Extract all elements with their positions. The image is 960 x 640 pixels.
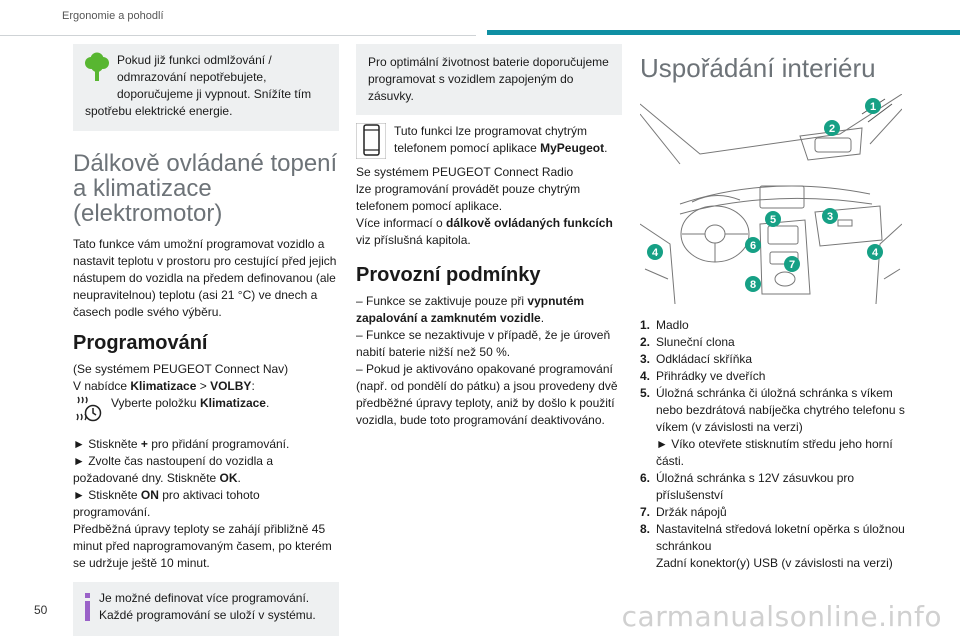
radio-text: lze programování provádět pouze chytrým telefonem pomocí aplikace. xyxy=(356,182,581,213)
eco-note xyxy=(73,44,339,131)
callout-8 xyxy=(745,276,761,292)
callout-2 xyxy=(824,120,840,136)
interior-diagram xyxy=(640,94,902,304)
info-icon xyxy=(84,593,92,626)
svg-text:1: 1 xyxy=(869,101,877,113)
select-climate-row xyxy=(73,395,339,430)
phone-row xyxy=(356,123,622,164)
legend-item: 7. Držák nápojů xyxy=(640,505,727,519)
section-title-interior: Uspořádání interiéru xyxy=(640,53,876,83)
legend-item: 2. Sluneční clona xyxy=(640,335,735,349)
column-middle xyxy=(356,44,622,429)
condition-1: – Funkce se zaktivuje pouze při vypnutém zapalování a zamknutém vozidle. xyxy=(356,294,585,325)
legend-item: 3. Odkládací skříňka xyxy=(640,352,753,366)
callout-3 xyxy=(822,208,838,224)
svg-text:8: 8 xyxy=(749,279,757,291)
svg-text:5: 5 xyxy=(769,214,777,226)
legend-item: 4. Přihrádky ve dveřích xyxy=(640,369,766,383)
more-info: Více informací o dálkově ovládaných funkcích viz příslušná kapitola. xyxy=(356,216,613,247)
legend-item: 6. Úložná schránka s 12V zásuvkou pro příslušenství xyxy=(640,471,855,502)
condition-3: – Pokud je aktivováno opakované programování (např. od pondělí do pátku) a jsou provedeny dvě předběžné úpravy teploty, aniž by došlo k použití vozidla, bude toto programování deaktivováno. xyxy=(356,362,618,427)
callout-4-left xyxy=(647,244,663,260)
smartphone-icon xyxy=(356,123,386,164)
svg-text:4: 4 xyxy=(871,247,879,259)
radio-line: Se systémem PEUGEOT Connect Radio xyxy=(356,165,574,179)
step-add: ► Stiskněte + pro přidání programování. xyxy=(73,437,290,451)
column-right xyxy=(640,44,906,572)
svg-text:2: 2 xyxy=(828,123,836,135)
legend-item: 1. Madlo xyxy=(640,318,689,332)
svg-text:4: 4 xyxy=(651,247,659,259)
header-rule xyxy=(0,35,476,36)
callout-5 xyxy=(765,211,781,227)
running-header: Ergonomie a pohodlí xyxy=(62,10,164,22)
battery-note-text: Pro optimální životnost baterie doporučujeme programovat s vozidlem zapojeným do zásuvky. xyxy=(368,55,609,103)
battery-note xyxy=(356,44,622,115)
section-title-remote-heating: Dálkově ovládané topení a klimatizace (elektromotor) xyxy=(73,150,338,227)
select-climate-text: Vyberte položku Klimatizace. xyxy=(111,396,270,410)
watermark: carmanualsonline.info xyxy=(621,600,942,633)
eco-tree-icon xyxy=(83,52,111,87)
info-note-text: Je možné definovat více programování. Každé programování se uloží v systému. xyxy=(99,591,316,622)
climate-schedule-icon xyxy=(73,395,103,430)
column-left xyxy=(73,44,339,636)
info-note xyxy=(73,582,339,636)
phone-text: Tuto funkci lze programovat chytrým telefonem pomocí aplikace MyPeugeot. xyxy=(394,124,608,155)
legend-list xyxy=(640,317,906,572)
heading-conditions: Provozní podmínky xyxy=(356,264,541,286)
svg-text:6: 6 xyxy=(749,240,757,252)
system-line: (Se systémem PEUGEOT Connect Nav) xyxy=(73,362,289,376)
step-on: ► Stiskněte ON pro aktivaci tohoto programování. xyxy=(73,488,260,519)
callout-6 xyxy=(745,237,761,253)
step-time: ► Zvolte čas nastoupení do vozidla a požadované dny. Stiskněte OK. xyxy=(73,454,273,485)
legend-item: 8. Nastavitelná středová loketní opěrka s úložnou schránkou Zadní konektor(y) USB (v závislosti na verzi) xyxy=(640,522,905,570)
page-number: 50 xyxy=(34,603,48,617)
callout-1 xyxy=(865,98,881,114)
menu-path: V nabídce Klimatizace > VOLBY: xyxy=(73,379,255,393)
svg-text:7: 7 xyxy=(788,259,796,271)
heading-programming: Programování xyxy=(73,332,208,354)
callout-7 xyxy=(784,256,800,272)
intro-text: Tato funkce vám umožní programovat vozidlo a nastavit teplotu v prostoru pro cestující před jejich nástupem do vozidla na předem definovanou (ale neupravitelnou) teplotu (asi 21 °C) ve dnech a časech podle svého výběru. xyxy=(73,237,337,319)
header-accent-bar xyxy=(487,30,960,35)
legend-item: 5. Úložná schránka či úložná schránka s víkem nebo bezdrátová nabíječka chytrého telefonu s víkem (v závislosti na verzi) ► Víko otevřete stisknutím středu jeho horní části. xyxy=(640,386,905,468)
svg-text:3: 3 xyxy=(826,211,834,223)
callout-4-right xyxy=(867,244,883,260)
preheat-text: Předběžná úpravy teploty se zahájí přibližně 45 minut před naprogramovaným časem, po kterém se udržuje ještě 10 minut. xyxy=(73,522,332,570)
condition-2: – Funkce se nezaktivuje v případě, že je úroveň nabití baterie nižší než 50 %. xyxy=(356,328,611,359)
eco-note-text: Pokud již funkci odmlžování / odmrazování nepotřebujete, doporučujeme ji vypnout. Snížíte tím spotřebu elektrické energie. xyxy=(85,53,312,118)
